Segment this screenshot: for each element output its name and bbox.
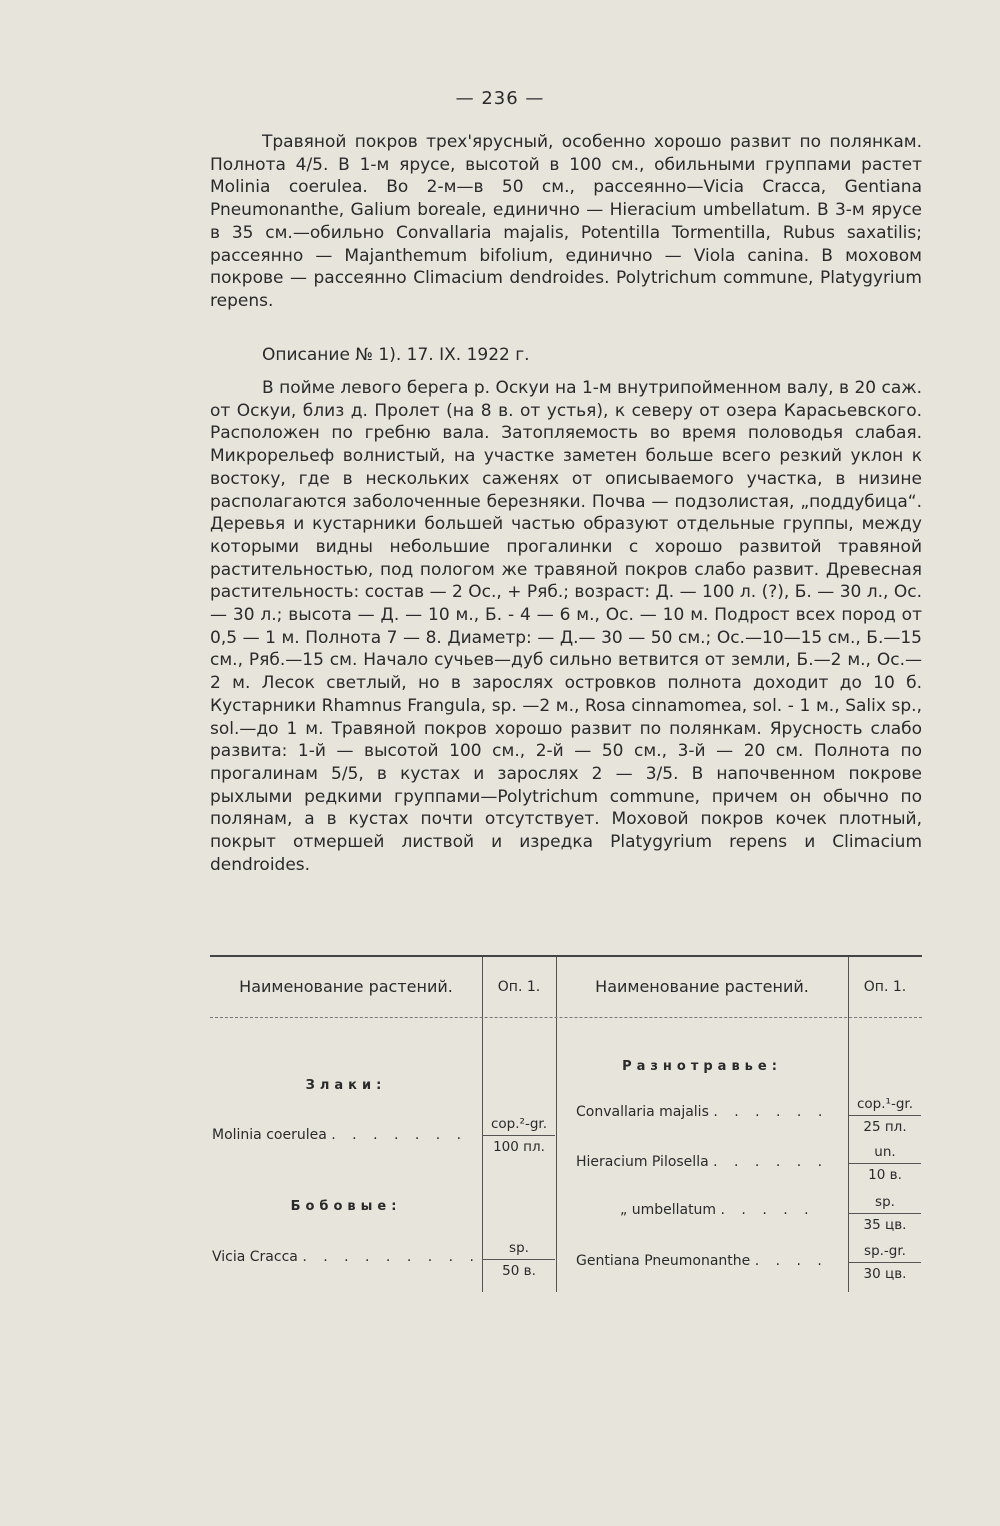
header-name-left: Наименование растений. bbox=[239, 977, 453, 996]
plant-name: Vicia Cracca bbox=[212, 1249, 298, 1265]
header-op-right: Оп. 1. bbox=[863, 979, 907, 995]
leader-dots: . . . . . . . bbox=[331, 1127, 468, 1143]
paragraph-text: Травяной покров трех'ярусный, особенно хорошо развит по полянкам. Полнота 4/5. В 1-м ярусе, высотой в 100 см., обильными группами растет Molinia coerulea. Во 2-м—в 50 см., рассеянно—Vicia Cracca, Gentiana Pneumonanthe, Galium boreale, единично — Hieracium umbellatum. В 3-м ярусе в 35 см.—обильно Convallaria majalis, Potentilla Tormentilla, Rubus saxatilis; рассеянно — Majanthemum bifolium, единично — Viola canina. В моховом покрове — рассеянно Climacium dendroides. Polytrichum commune, Platygyrium repens. bbox=[210, 132, 922, 311]
value-molinia bbox=[483, 1115, 555, 1157]
value-bottom: 100 пл. bbox=[493, 1139, 545, 1155]
plant-name: Molinia coerulea bbox=[212, 1127, 327, 1143]
leader-dots: . . . . bbox=[754, 1253, 828, 1269]
value-bottom: 35 цв. bbox=[863, 1217, 907, 1233]
plant-name-convallaria bbox=[576, 1104, 828, 1120]
value-top: sp.-gr. bbox=[849, 1242, 921, 1263]
header-op-left: Оп. 1. bbox=[497, 979, 541, 995]
value-top: sp. bbox=[483, 1239, 555, 1260]
page-number: — 236 — bbox=[455, 88, 545, 109]
value-convallaria bbox=[849, 1095, 921, 1137]
value-hieracium-umbellatum bbox=[849, 1193, 921, 1235]
value-top: un. bbox=[849, 1143, 921, 1164]
plant-name: „ umbellatum bbox=[620, 1202, 717, 1218]
plant-name: Convallaria majalis bbox=[576, 1104, 709, 1120]
leader-dots: . . . . . . bbox=[713, 1104, 829, 1120]
value-vicia bbox=[483, 1239, 555, 1281]
header-separator bbox=[210, 1017, 922, 1018]
leader-dots: . . . . . bbox=[720, 1202, 815, 1218]
column-divider bbox=[556, 957, 557, 1292]
plant-table bbox=[210, 955, 922, 1292]
section-legumes: Бобовые: bbox=[290, 1199, 402, 1214]
leader-dots: . . . . . . . . . bbox=[302, 1249, 480, 1265]
value-bottom: 30 цв. bbox=[863, 1266, 907, 1282]
value-bottom: 10 в. bbox=[868, 1167, 902, 1183]
description-heading-block bbox=[210, 344, 922, 367]
paragraph-site-description bbox=[210, 377, 922, 876]
plant-name-hieracium-pilosella bbox=[576, 1154, 828, 1170]
value-bottom: 50 в. bbox=[502, 1263, 536, 1279]
value-gentiana bbox=[849, 1242, 921, 1284]
value-bottom: 25 пл. bbox=[863, 1119, 907, 1135]
plant-name-molinia bbox=[212, 1127, 467, 1143]
section-forbs: Разнотравье: bbox=[622, 1059, 782, 1074]
description-heading: Описание № 1). 17. IX. 1922 г. bbox=[262, 345, 530, 365]
paragraph-grass-cover bbox=[210, 131, 922, 313]
value-top: cop.¹-gr. bbox=[849, 1095, 921, 1116]
leader-dots: . . . . . . bbox=[713, 1154, 829, 1170]
plant-name-vicia bbox=[212, 1249, 480, 1265]
header-name-right: Наименование растений. bbox=[595, 977, 809, 996]
plant-name: Hieracium Pilosella bbox=[576, 1154, 709, 1170]
value-top: cop.²-gr. bbox=[483, 1115, 555, 1136]
value-hieracium-pilosella bbox=[849, 1143, 921, 1185]
section-grasses: Злаки: bbox=[305, 1078, 387, 1093]
plant-name-hieracium-umbellatum bbox=[620, 1202, 815, 1218]
plant-name-gentiana bbox=[576, 1253, 828, 1269]
paragraph-text: В пойме левого берега р. Оскуи на 1-м внутрипойменном валу, в 20 саж. от Оскуи, близ д. Пролет (на 8 в. от устья), к северу от озера Карасьевского. Расположен по гребню вала. Затопляемость во время половодья слабая. Микрорельеф волнистый, на участке заметен больше всего резкий уклон к востоку, где в нескольких саженях от описываемого участка, в низине располагаются заболоченные березняки. Почва — подзолистая, „поддубица“. Деревья и кустарники большей частью образуют отдельные группы, между которыми видны небольшие прогалинки с хорошо развитой травяной растительностью, под пологом же травяной покров слабо развит. Древесная растительность: состав — 2 Ос., + Ряб.; возраст: Д. — 100 л. (?), Б. — 30 л., Ос. — 30 л.; высота — Д. — 10 м., Б. - 4 — 6 м., Ос. — 10 м. Подрост всех пород от 0,5 — 1 м. Полнота 7 — 8. Диаметр: — Д.— 30 — 50 см.; Ос.—10—15 см., Б.—15 см., Ряб.—15 см. Начало сучьев—дуб сильно ветвится от земли, Б.—2 м., Ос.—2 м. Лесок светлый, но в зарослях островков полнота доходит до 10 б. Кустарники Rhamnus Frangula, sp. —2 м., Rosa cinnamomea, sol. - 1 м., Salix sp., sol.—до 1 м. Травяной покров хорошо развит по полянкам. Ярусность слабо развита: 1-й — высотой 100 см., 2-й — 50 см., 3-й — 20 см. Полнота по прогалинам 5/5, в кустах и зарослях 2 — 3/5. В напочвенном покрове рыхлыми редкими группами—Polytrichum commune, причем он обычно по полянам, а в кустах почти отсутствует. Моховой покров кочек плотный, покрыт отмершей листвой и изредка Platygyrium repens и Climacium dendroides. bbox=[210, 378, 922, 875]
value-top: sp. bbox=[849, 1193, 921, 1214]
plant-name: Gentiana Pneumonanthe bbox=[576, 1253, 751, 1269]
